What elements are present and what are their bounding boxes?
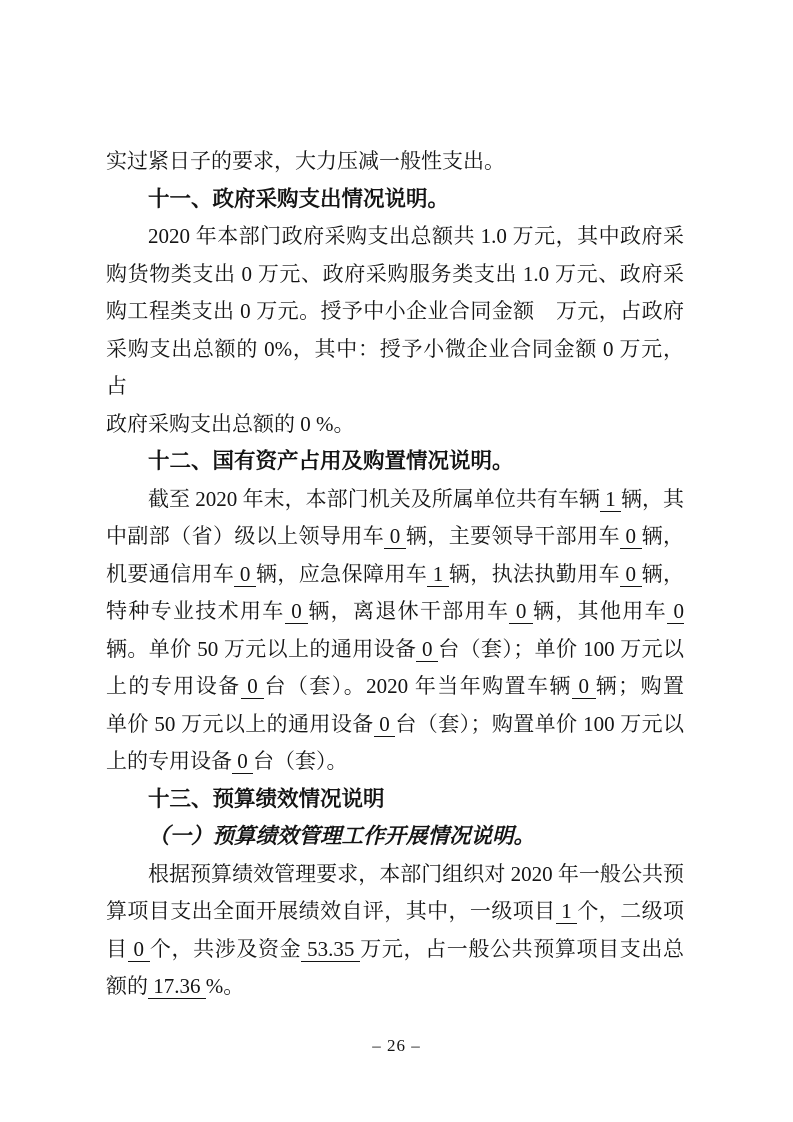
underlined-value: 0	[571, 674, 596, 698]
text-segment: 额的	[106, 974, 148, 998]
section-12-heading	[106, 443, 684, 481]
section-12-line-4	[106, 593, 684, 631]
section-11-line-5	[106, 406, 684, 444]
text-segment: 辆，离退休干部用车	[308, 599, 510, 623]
text-segment: 辆；购置	[595, 674, 685, 698]
text-segment: 购货物类支出 0 万元、政府采购服务类支出 1.0 万元、政府采	[106, 261, 684, 286]
underlined-value: 0	[127, 936, 150, 961]
text-segment: 辆，其	[620, 486, 685, 511]
text-segment: 机要通信用车	[106, 561, 235, 586]
underlined-value: 53.35	[301, 936, 361, 961]
page-number: – 26 –	[372, 1036, 421, 1055]
text-segment: 2020 年本部门政府采购支出总额共 1.0 万元，其中政府采	[148, 224, 684, 248]
underlined-value: 0	[232, 749, 253, 773]
underlined-value: 0	[619, 524, 642, 548]
subsection-13-1-heading	[106, 818, 684, 856]
section-12-line-6	[106, 668, 684, 706]
text-segment: 个，共涉及资金	[149, 936, 302, 961]
section-11-heading	[106, 181, 684, 219]
section-11-line-4	[106, 331, 684, 406]
section-11-line-1	[106, 218, 684, 256]
section-13-line-2	[106, 893, 684, 931]
carryover-paragraph-end	[106, 143, 684, 181]
text-segment: 辆，应急保障用车	[256, 561, 428, 586]
text-segment: 上的专用设备	[106, 749, 232, 773]
section-13-line-3	[106, 931, 684, 969]
text-segment: 政府采购支出总额的 0 %。	[106, 411, 355, 436]
underlined-value: 1	[599, 486, 621, 511]
text-segment: 截至 2020 年末，本部门机关及所属单位共有车辆	[148, 486, 600, 511]
text-segment: （一）预算绩效管理工作开展情况说明。	[148, 824, 536, 848]
text-segment: 十二、国有资产占用及购置情况说明。	[148, 449, 514, 473]
section-12-line-5	[106, 631, 684, 669]
text-segment: 台（套）；购置单价 100 万元以	[395, 711, 685, 736]
underlined-value: 0	[384, 524, 406, 548]
text-segment: 台（套）。2020 年当年购置车辆	[264, 674, 572, 698]
text-segment: 辆。单价 50 万元以上的通用设备	[106, 636, 417, 661]
text-segment: 购工程类支出 0 万元。授予中小企业合同金额 万元，占政府	[106, 299, 684, 323]
underlined-value: 1	[555, 899, 578, 923]
underlined-value: 0	[234, 561, 257, 586]
section-12-line-7	[106, 706, 684, 744]
underlined-value: 0	[666, 599, 685, 623]
text-segment: 台（套）；单价 100 万元以	[438, 636, 685, 661]
section-12-line-3	[106, 556, 684, 594]
text-segment: 辆，	[641, 561, 685, 586]
underlined-value: 0	[416, 636, 439, 661]
underlined-value: 0	[240, 674, 265, 698]
text-segment: 辆，	[641, 524, 685, 548]
section-13-line-4	[106, 968, 684, 1006]
text-segment: 根据预算绩效管理要求，本部门组织对 2020 年一般公共预	[148, 861, 684, 886]
text-segment: 算项目支出全面开展绩效自评，其中，一级项目	[106, 899, 556, 923]
section-11-line-3	[106, 293, 684, 331]
section-11-line-2	[106, 256, 684, 294]
text-segment: %。	[205, 974, 245, 998]
section-12-line-8	[106, 743, 684, 781]
underlined-value: 0	[373, 711, 396, 736]
section-12-line-2	[106, 518, 684, 556]
text-segment: 十一、政府采购支出情况说明。	[148, 186, 450, 211]
text-segment: 中副部（省）级以上领导用车	[106, 524, 385, 548]
underlined-value: 0	[619, 561, 642, 586]
underlined-value: 0	[284, 599, 309, 623]
text-segment: 目	[106, 936, 128, 961]
text-segment: 台（套）。	[253, 749, 348, 773]
text-segment: 实过紧日子的要求，大力压减一般性支出。	[106, 149, 505, 173]
underlined-value: 1	[427, 561, 449, 586]
text-segment: 个，二级项	[577, 899, 685, 923]
text-segment: 特种专业技术用车	[106, 599, 285, 623]
underlined-value: 0	[509, 599, 533, 623]
text-segment: 十三、预算绩效情况说明	[148, 786, 385, 811]
document-body	[106, 143, 684, 1006]
section-12-line-1	[106, 481, 684, 519]
text-segment: 辆，其他用车	[532, 599, 667, 623]
text-segment: 单价 50 万元以上的通用设备	[106, 711, 374, 736]
section-13-heading	[106, 781, 684, 819]
text-segment: 辆，主要领导干部用车	[405, 524, 620, 548]
underlined-value: 17.36	[148, 974, 206, 998]
text-segment: 万元，占一般公共预算项目支出总	[360, 936, 684, 961]
text-segment: 辆，执法执勤用车	[448, 561, 620, 586]
text-segment: 采购支出总额的 0%，其中：授予小微企业合同金额 0 万元，占	[106, 336, 684, 398]
section-13-line-1	[106, 856, 684, 894]
text-segment: 上的专用设备	[106, 674, 241, 698]
